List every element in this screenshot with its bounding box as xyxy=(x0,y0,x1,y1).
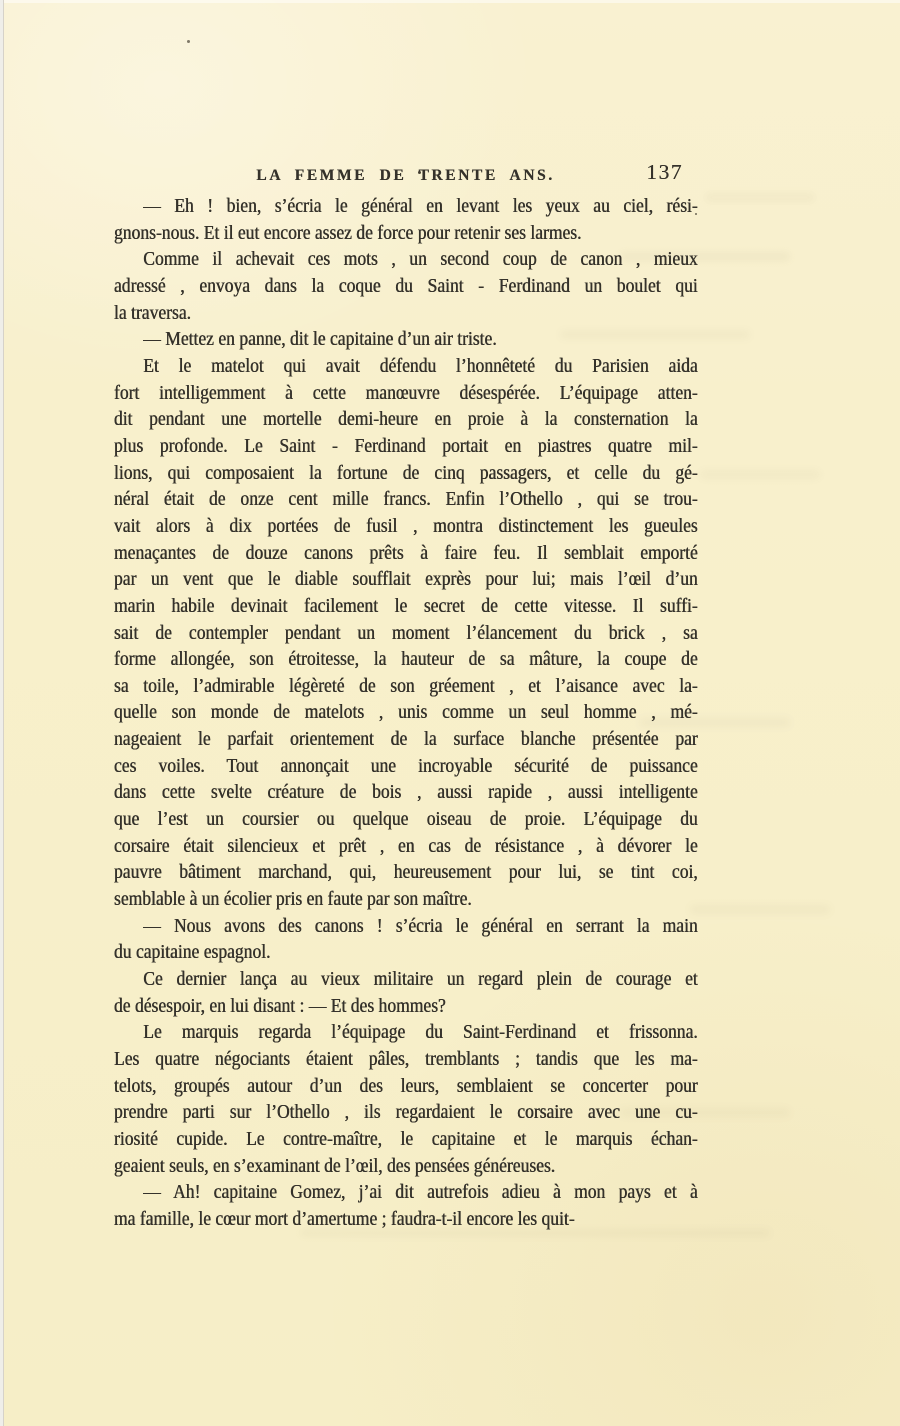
page-body-text xyxy=(114,193,697,1233)
text-line: néral était de onze cent mille francs. Enfin l’Othello , qui se trou- xyxy=(114,488,698,511)
text-line: adressé , envoya dans la coque du Saint - Ferdinand un boulet qui xyxy=(114,274,698,297)
text-line: gnons-nous. Et il eut encore assez de force pour retenir ses larmes. xyxy=(114,221,582,244)
text-line: marin habile devinait facilement le secret de cette vitesse. Il suffi- xyxy=(114,594,698,617)
text-line: fort intelligemment à cette manœuvre désespérée. L’équipage atten- xyxy=(114,381,698,404)
text-line: que l’est un coursier ou quelque oiseau de proie. L’équipage du xyxy=(114,808,698,831)
text-line: — Nous avons des canons ! s’écria le général en serrant la main xyxy=(143,914,698,937)
text-line: prendre parti sur l’Othello , ils regardaient le corsaire avec une cu- xyxy=(114,1101,698,1124)
page-number: 137 xyxy=(646,160,683,184)
text-line: Le marquis regarda l’équipage du Saint-Ferdinand et frissonna. xyxy=(143,1021,698,1044)
text-line: ces voiles. Tout annonçait une incroyable sécurité de puissance xyxy=(114,754,698,777)
text-line: par un vent que le diable soufflait exprès pour lui; mais l’œil d’un xyxy=(114,568,698,591)
text-line: quelle son monde de matelots , unis comme un seul homme , mé- xyxy=(114,701,698,724)
ink-speck xyxy=(187,40,190,43)
running-title: LA FEMME DE TRENTE ANS. xyxy=(256,167,555,184)
text-line: Ce dernier lança au vieux militaire un regard plein de courage et xyxy=(143,968,698,991)
verso-showthrough xyxy=(700,470,820,479)
scan-edge-top xyxy=(0,0,900,3)
text-line: Et le matelot qui avait défendu l’honnêteté du Parisien aida xyxy=(143,354,698,377)
text-line: telots, groupés autour d’un des leurs, semblaient se concerter pour xyxy=(114,1074,698,1097)
text-line: Les quatre négociants étaient pâles, tremblants ; tandis que les ma- xyxy=(114,1048,698,1070)
scan-edge-left xyxy=(0,0,4,1426)
text-line: lions, qui composaient la fortune de cinq passagers, et celle du gé- xyxy=(114,461,698,484)
text-line: sa toile, l’admirable légèreté de son gréement , et l’aisance avec la- xyxy=(114,674,698,697)
text-line: semblable à un écolier pris en faute par son maître. xyxy=(114,888,472,911)
text-line: — Mettez en panne, dit le capitaine d’un air triste. xyxy=(143,328,497,351)
text-line: — Ah! capitaine Gomez, j’ai dit autrefois adieu à mon pays et à xyxy=(143,1181,698,1204)
text-line: nageaient le parfait orientement de la surface blanche présentée par xyxy=(114,728,698,751)
text-line: Comme il achevait ces mots , un second coup de canon , mieux xyxy=(143,248,698,271)
text-line: la traversa. xyxy=(114,301,192,324)
text-line: forme allongée, son étroitesse, la hauteur de sa mâture, la coupe de xyxy=(114,648,698,671)
text-line: geaient seuls, en s’examinant de l’œil, des pensées généreuses. xyxy=(114,1154,556,1177)
verso-showthrough xyxy=(705,193,815,202)
text-line: pauvre bâtiment marchand, qui, heureusement pour lui, se tint coi, xyxy=(114,861,698,884)
text-line: menaçantes de douze canons prêts à faire feu. Il semblait emporté xyxy=(114,541,698,564)
verso-showthrough xyxy=(690,905,830,914)
text-line: du capitaine espagnol. xyxy=(114,941,271,964)
page-header xyxy=(114,160,697,189)
text-line: plus profonde. Le Saint - Ferdinand portait en piastres quatre mil- xyxy=(114,434,698,457)
text-line: — Eh ! bien, s’écria le général en levant les yeux au ciel, rési- xyxy=(143,195,698,217)
text-line: de désespoir, en lui disant : — Et des hommes? xyxy=(114,994,446,1017)
text-line: vait alors à dix portées de fusil , montra distinctement les gueules xyxy=(114,514,698,537)
text-line: riosité cupide. Le contre-maître, le capitaine et le marquis échan- xyxy=(114,1127,698,1150)
text-line: sait de contempler pendant un moment l’élancement du brick , sa xyxy=(114,621,698,644)
text-line: dans cette svelte créature de bois , aussi rapide , aussi intelligente xyxy=(114,781,698,804)
text-line: corsaire était silencieux et prêt , en cas de résistance , à dévorer le xyxy=(114,834,698,857)
text-line: dit pendant une mortelle demi-heure en proie à la consternation la xyxy=(114,408,698,431)
text-line: ma famille, le cœur mort d’amertume ; faudra-t-il encore les quit- xyxy=(114,1207,575,1230)
